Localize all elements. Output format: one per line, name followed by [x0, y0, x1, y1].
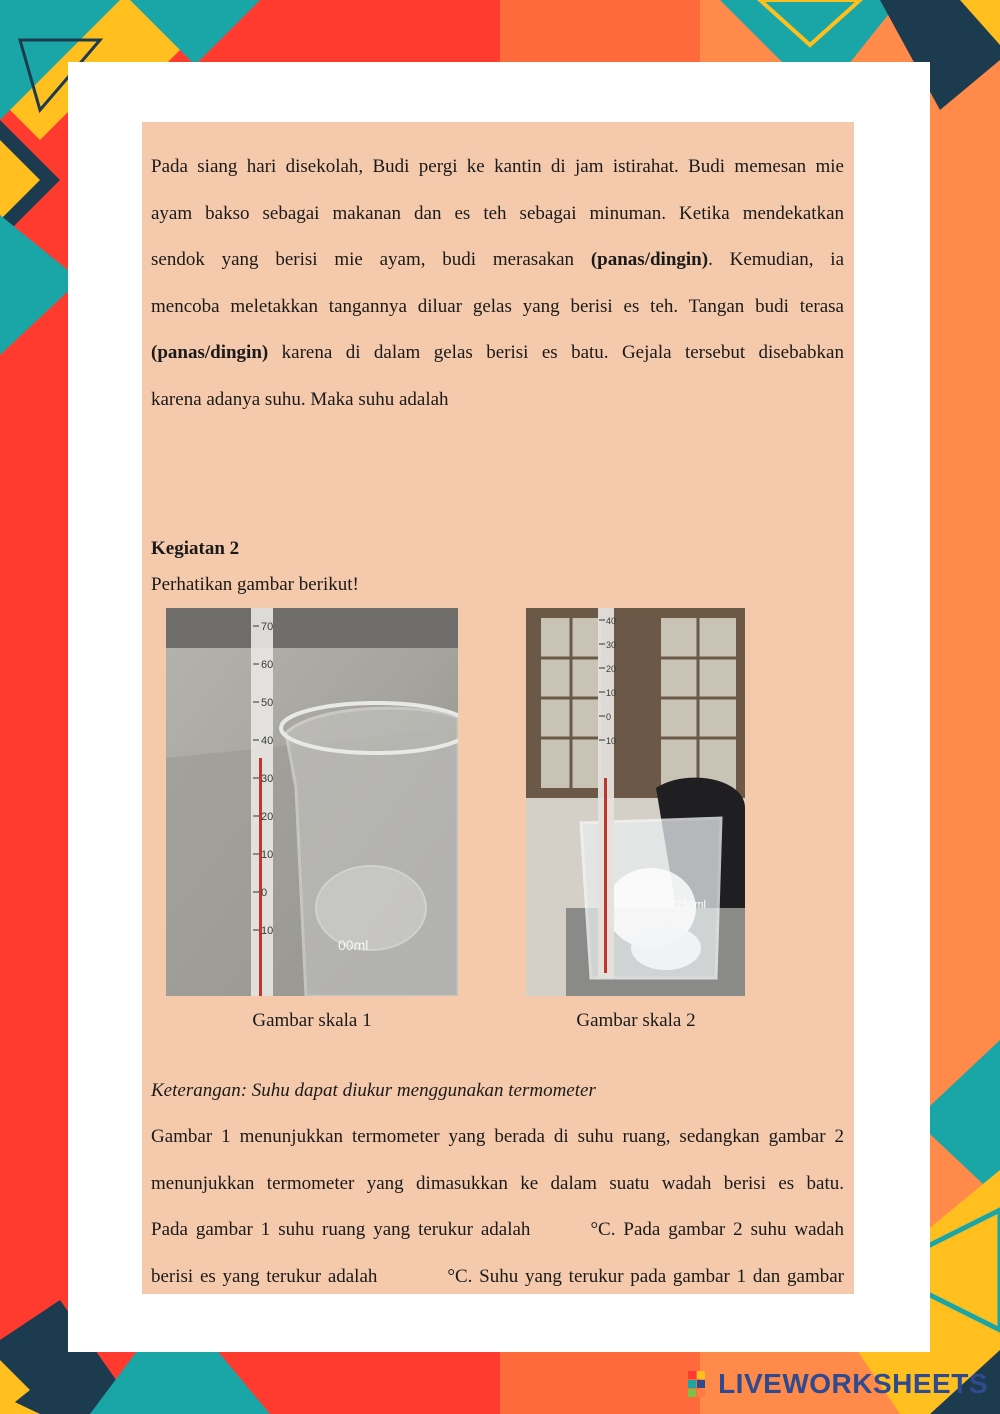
activity-line-4 — [151, 1254, 844, 1301]
thermometer-tick-label: 50 — [261, 697, 274, 709]
beaker-label-1: 00ml — [338, 937, 369, 953]
activity-instruction: Perhatikan gambar berikut! — [151, 574, 359, 595]
thermometer-tick-label: 60 — [261, 659, 274, 671]
thermometer-tick-label: 40 — [606, 616, 617, 626]
thermometer-tick-label: 10 — [261, 925, 274, 937]
activity-line-2: menunjukkan termometer yang dimasukkan ke dalam suatu wadah berisi es batu. — [151, 1172, 844, 1194]
intro-line-3-text: sendok yang berisi mie ayam, budi merasakan — [151, 249, 575, 270]
thermometer-tick-label: 10 — [606, 688, 617, 698]
thermometer-tick-label: 10 — [606, 736, 617, 746]
intro-paragraph — [151, 144, 844, 423]
worksheet-panel — [142, 122, 854, 1294]
beaker-label-2: 250ml — [676, 899, 706, 911]
intro-line-3 — [151, 237, 844, 284]
activity-heading: Kegiatan 2 — [151, 538, 240, 559]
activity-paragraph — [151, 1114, 844, 1300]
thermometer-tick-label: 70 — [261, 621, 274, 633]
liveworksheets-logo — [688, 1368, 988, 1400]
intro-line-6: karena adanya suhu. Maka suhu adalah — [151, 388, 449, 410]
thermometer-tick-label: 30 — [261, 773, 274, 785]
thermometer-photo-2 — [526, 608, 745, 996]
logo-blocks-icon — [688, 1371, 714, 1397]
activity-line-3 — [151, 1207, 844, 1254]
activity-line-4-text: berisi es yang terukur adalah — [151, 1265, 378, 1287]
activity-line-4-tail: °C. Suhu yang terukur pada gambar 1 dan gambar — [447, 1265, 844, 1287]
thermometer-tick-label: 0 — [261, 887, 268, 899]
activity-line-3-text: Pada gambar 1 suhu ruang yang terukur adalah — [151, 1219, 531, 1240]
note-text: Keterangan: Suhu dapat diukur menggunakan termometer — [151, 1080, 596, 1101]
activity-line-3-tail: °C. Pada gambar 2 suhu wadah — [590, 1219, 844, 1240]
activity-line-1: Gambar 1 menunjukkan termometer yang berada di suhu ruang, sedangkan gambar 2 — [151, 1126, 844, 1147]
thermometer-tick-label: 20 — [261, 811, 274, 823]
thermometer-tick-label: 20 — [606, 664, 617, 674]
thermometer-photo-1 — [166, 608, 458, 996]
answer-choice-2[interactable]: (panas/dingin) — [151, 342, 269, 363]
thermometer-tick-label: 10 — [261, 849, 274, 861]
figure-2-caption: Gambar skala 2 — [576, 1010, 696, 1031]
figure-1-caption: Gambar skala 1 — [252, 1010, 372, 1031]
thermometer-tick-label: 0 — [606, 712, 612, 722]
intro-line-5-tail: karena di dalam gelas berisi es batu. Gejala tersebut disebabkan — [268, 342, 844, 363]
thermometer-tick-label: 40 — [261, 735, 274, 747]
intro-line-5 — [151, 330, 844, 377]
brand-name: LIVEWORKSHEETS — [718, 1368, 988, 1399]
thermometer-tick-label: 30 — [606, 640, 617, 650]
intro-line-3-tail: . Kemudian, ia — [708, 249, 844, 270]
intro-line-4: mencoba meletakkan tangannya diluar gelas yang berisi es teh. Tangan budi terasa — [151, 295, 844, 317]
intro-line-1: Pada siang hari disekolah, Budi pergi ke kantin di jam istirahat. Budi memesan mie — [151, 156, 844, 177]
answer-choice-1[interactable]: (panas/dingin) — [590, 249, 709, 270]
intro-line-2: ayam bakso sebagai makanan dan es teh sebagai minuman. Ketika mendekatkan — [151, 202, 844, 224]
